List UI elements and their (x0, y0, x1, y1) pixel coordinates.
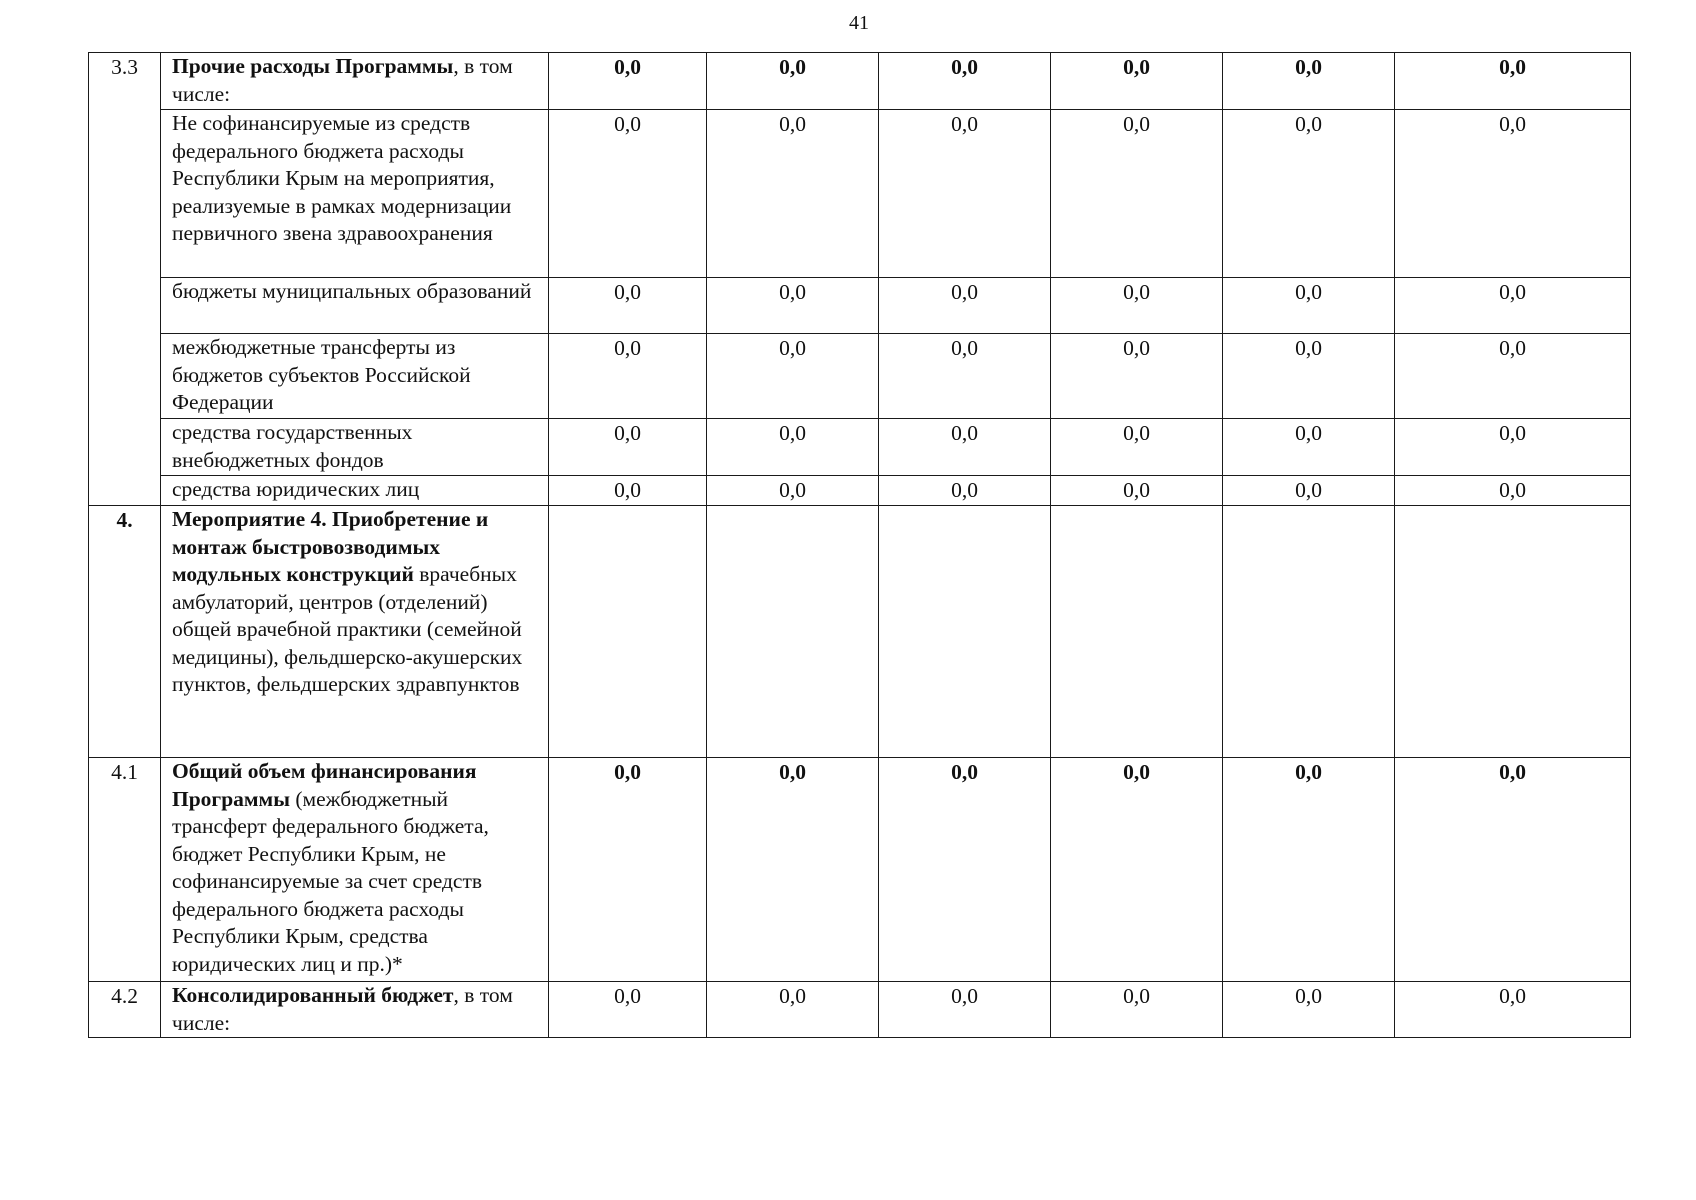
value-cell-4: 0,0 (1051, 982, 1223, 1038)
value-cell-4: 0,0 (1051, 278, 1223, 334)
row-description-text: средства юридических лиц (172, 477, 420, 501)
table-row (89, 419, 1631, 476)
value-cell-1: 0,0 (549, 758, 707, 982)
value-cell-4: 0,0 (1051, 419, 1223, 476)
row-description (161, 278, 549, 334)
value-cell-2: 0,0 (707, 334, 879, 419)
value-cell-3: 0,0 (879, 278, 1051, 334)
value-cell-1: 0,0 (549, 278, 707, 334)
value-cell-5: 0,0 (1223, 758, 1395, 982)
row-number: 4. (116, 508, 133, 532)
value-cell-6 (1395, 506, 1631, 758)
value-cell-2: 0,0 (707, 110, 879, 278)
value-cell-4 (1051, 506, 1223, 758)
table-row (89, 476, 1631, 506)
value-cell-5: 0,0 (1223, 278, 1395, 334)
value-cell-3: 0,0 (879, 758, 1051, 982)
value-cell-2: 0,0 (707, 278, 879, 334)
value-cell-5: 0,0 (1223, 982, 1395, 1038)
value-cell-5: 0,0 (1223, 476, 1395, 506)
value-cell-3: 0,0 (879, 334, 1051, 419)
row-description-text: межбюджетные трансферты из бюджетов субъектов Российской Федерации (172, 335, 471, 414)
row-description (161, 110, 549, 278)
financing-table (88, 52, 1631, 1038)
row-description (161, 982, 549, 1038)
value-cell-3: 0,0 (879, 982, 1051, 1038)
value-cell-3: 0,0 (879, 53, 1051, 110)
row-number: 4.1 (111, 760, 138, 784)
value-cell-4: 0,0 (1051, 758, 1223, 982)
value-cell-1: 0,0 (549, 334, 707, 419)
row-description (161, 506, 549, 758)
table-row (89, 982, 1631, 1038)
value-cell-2: 0,0 (707, 53, 879, 110)
table-row (89, 758, 1631, 982)
row-description-bold: Прочие расходы Программы (172, 54, 454, 78)
row-number-cell (89, 506, 161, 758)
row-description (161, 53, 549, 110)
value-cell-5 (1223, 506, 1395, 758)
row-number: 4.2 (111, 984, 138, 1008)
table-row (89, 506, 1631, 758)
row-description-bold: Мероприятие 4. Приобретение и монтаж быстровозводимых модульных конструкций (172, 507, 489, 586)
value-cell-6: 0,0 (1395, 476, 1631, 506)
row-number-cell (89, 982, 161, 1038)
row-description-text: , в том числе: (172, 54, 513, 106)
value-cell-4: 0,0 (1051, 334, 1223, 419)
value-cell-4: 0,0 (1051, 53, 1223, 110)
row-number-cell (89, 419, 161, 476)
value-cell-2: 0,0 (707, 982, 879, 1038)
row-number-cell (89, 53, 161, 110)
row-number-cell (89, 334, 161, 419)
value-cell-3: 0,0 (879, 110, 1051, 278)
row-description-text: врачебных амбулаторий, центров (отделений) общей врачебной практики (семейной медицины), фельдшерско-акушерских пунктов, фельдшерских здравпунктов (172, 562, 523, 696)
value-cell-6: 0,0 (1395, 53, 1631, 110)
row-number-cell (89, 110, 161, 278)
row-description (161, 334, 549, 419)
row-number: 3.3 (111, 55, 138, 79)
row-description-text: средства государственных внебюджетных фондов (172, 420, 413, 472)
value-cell-6: 0,0 (1395, 334, 1631, 419)
value-cell-1: 0,0 (549, 982, 707, 1038)
value-cell-3: 0,0 (879, 419, 1051, 476)
value-cell-1: 0,0 (549, 476, 707, 506)
row-number-cell (89, 758, 161, 982)
row-description (161, 476, 549, 506)
table-row (89, 334, 1631, 419)
value-cell-5: 0,0 (1223, 419, 1395, 476)
value-cell-5: 0,0 (1223, 53, 1395, 110)
value-cell-5: 0,0 (1223, 334, 1395, 419)
table-body (89, 53, 1631, 1038)
value-cell-3 (879, 506, 1051, 758)
value-cell-4: 0,0 (1051, 110, 1223, 278)
page-number: 41 (849, 12, 869, 34)
row-description-bold: Общий объем финансирования Программы (172, 759, 477, 811)
table-row (89, 278, 1631, 334)
row-description-text: Не софинансируемые из средств федерального бюджета расходы Республики Крым на мероприятия, реализуемые в рамках модернизации первичного звена здравоохранения (172, 111, 512, 245)
row-description-text: , в том числе: (172, 983, 513, 1035)
value-cell-6: 0,0 (1395, 982, 1631, 1038)
value-cell-2: 0,0 (707, 419, 879, 476)
table-row (89, 53, 1631, 110)
value-cell-2: 0,0 (707, 476, 879, 506)
row-description-text: (межбюджетный трансферт федерального бюджета, бюджет Республики Крым, не софинансируемые за счет средств федерального бюджета расходы Республики Крым, средства юридических лиц и пр.)* (172, 786, 489, 976)
value-cell-5: 0,0 (1223, 110, 1395, 278)
row-number-cell (89, 476, 161, 506)
row-description (161, 419, 549, 476)
value-cell-1: 0,0 (549, 110, 707, 278)
table-row (89, 110, 1631, 278)
value-cell-1: 0,0 (549, 53, 707, 110)
value-cell-6: 0,0 (1395, 419, 1631, 476)
value-cell-2 (707, 506, 879, 758)
value-cell-6: 0,0 (1395, 758, 1631, 982)
value-cell-6: 0,0 (1395, 278, 1631, 334)
row-description (161, 758, 549, 982)
row-description-bold: Консолидированный бюджет (172, 983, 454, 1007)
value-cell-6: 0,0 (1395, 110, 1631, 278)
value-cell-2: 0,0 (707, 758, 879, 982)
value-cell-1 (549, 506, 707, 758)
row-description-text: бюджеты муниципальных образований (172, 279, 532, 303)
value-cell-1: 0,0 (549, 419, 707, 476)
value-cell-3: 0,0 (879, 476, 1051, 506)
row-number-cell (89, 278, 161, 334)
value-cell-4: 0,0 (1051, 476, 1223, 506)
